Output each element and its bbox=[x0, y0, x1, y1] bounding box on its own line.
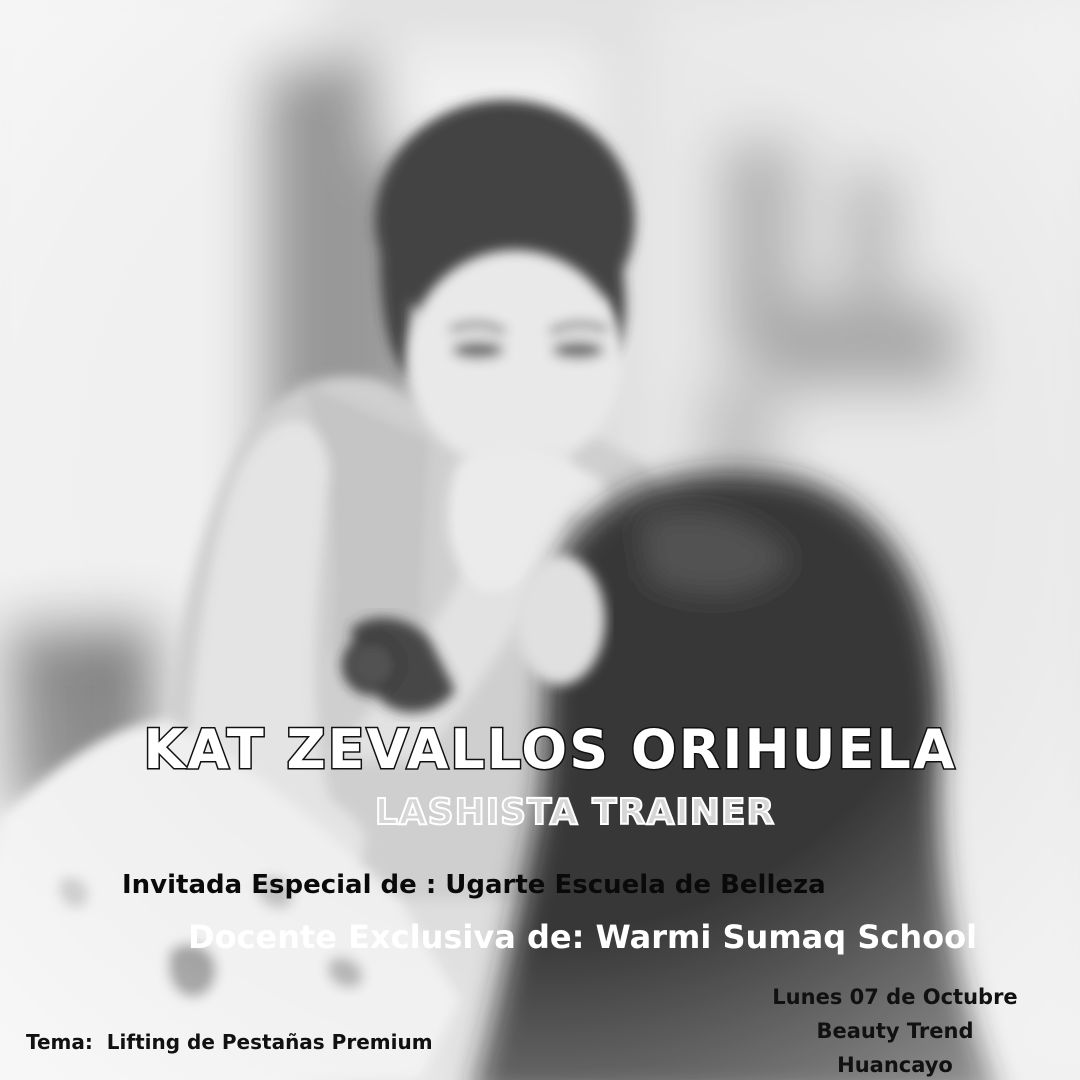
trainer-role: LASHISTA TRAINER bbox=[374, 792, 776, 833]
event-venue: Beauty Trend bbox=[816, 1019, 974, 1043]
event-details bbox=[750, 980, 1040, 1080]
exclusive-teacher-text: Docente Exclusiva de: Warmi Sumaq School bbox=[188, 918, 978, 956]
invited-by-text: Invitada Especial de : Ugarte Escuela de Belleza bbox=[122, 870, 826, 900]
event-date: Lunes 07 de Octubre bbox=[772, 985, 1018, 1009]
event-city: Huancayo bbox=[837, 1053, 953, 1077]
topic-text: Tema: Lifting de Pestañas Premium bbox=[26, 1030, 433, 1054]
trainer-name: KAT ZEVALLOS ORIHUELA bbox=[143, 718, 957, 781]
